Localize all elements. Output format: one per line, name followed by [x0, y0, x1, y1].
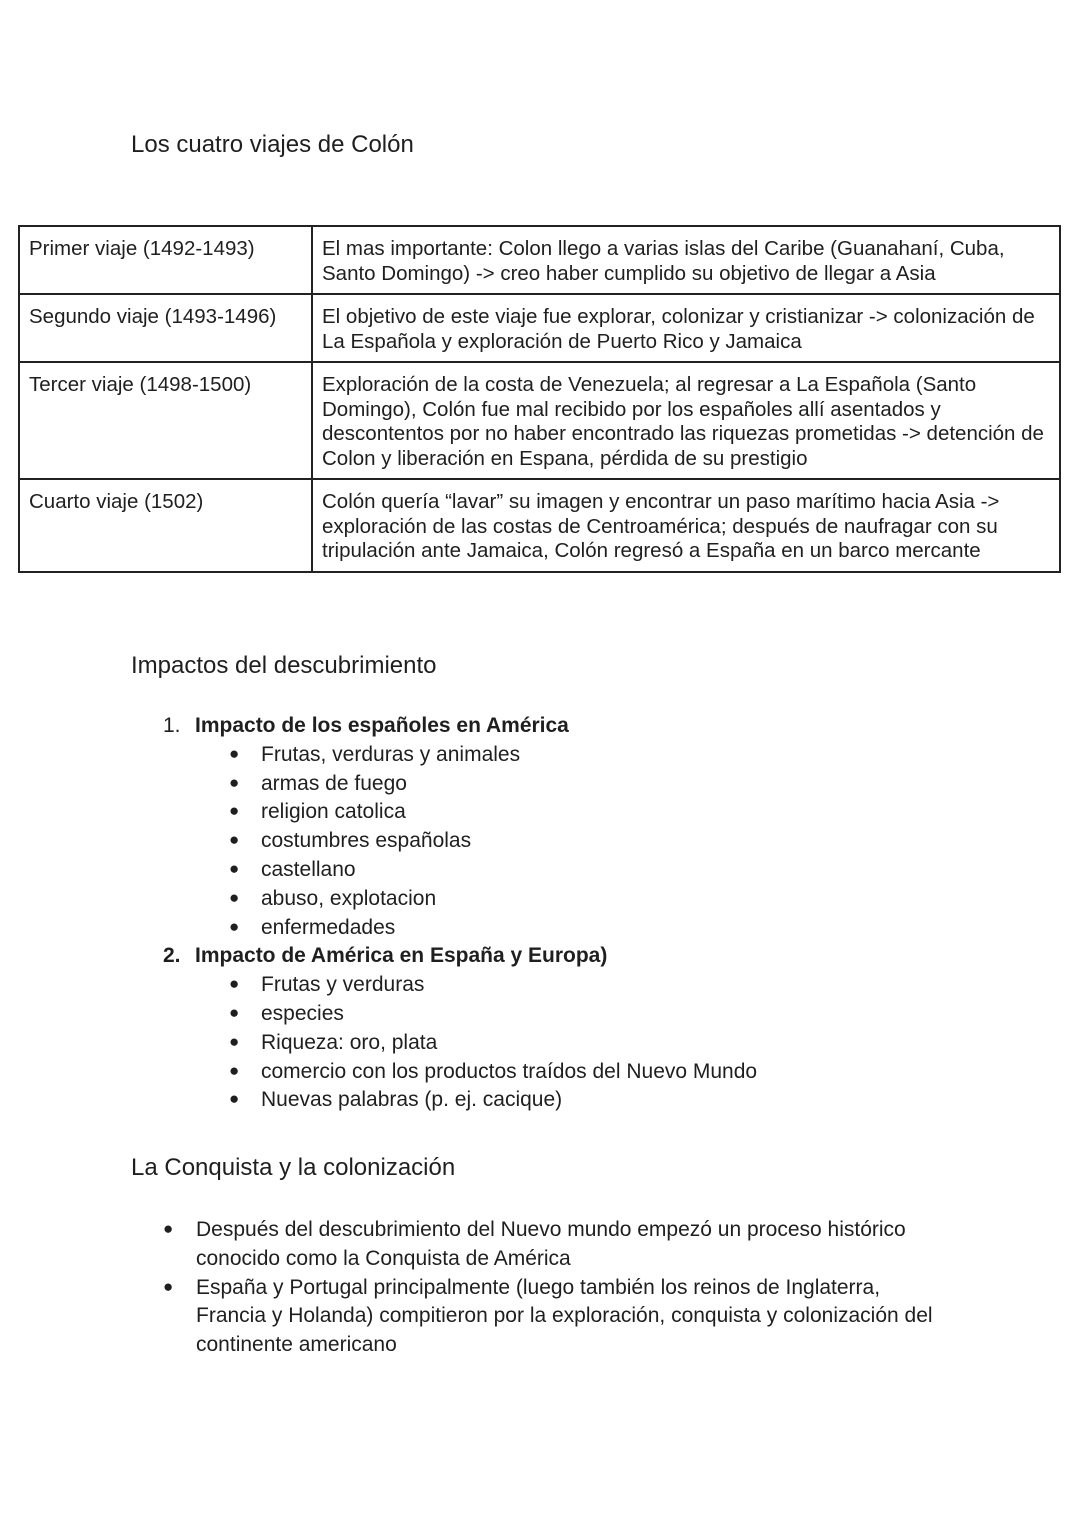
section-title-conquista: La Conquista y la colonización [131, 1154, 456, 1181]
list-item-text: Riqueza: oro, plata [261, 1030, 438, 1054]
list-item-text: costumbres españolas [261, 829, 472, 853]
list-item [229, 1029, 757, 1058]
bullet-icon [229, 1000, 261, 1029]
voyage-desc-cell: Exploración de la costa de Venezuela; al regresar a La Española (Santo Domingo), Colón fue mal recibido por los españoles allí asentados y descontentos por no haber encontrado las riquezas prometidas -> detención de Colon y liberación en Espana, pérdida de su prestigio [312, 362, 1060, 479]
list-item [163, 942, 757, 971]
list-item [229, 798, 757, 827]
list-item-title: Impacto de América en España y Europa) [195, 944, 608, 968]
list-item [229, 1058, 757, 1087]
voyage-desc-cell: El mas importante: Colon llego a varias islas del Caribe (Guanahaní, Cuba, Santo Domingo) -> creo haber cumplido su objetivo de llegar a Asia [312, 226, 1060, 294]
bullet-icon [229, 971, 261, 1000]
voyage-desc-cell: Colón quería “lavar” su imagen y encontrar un paso marítimo hacia Asia -> exploración de las costas de Centroamérica; después de naufragar con su tripulación ante Jamaica, Colón regresó a España en un barco mercante [312, 479, 1060, 572]
list-item-text: enfermedades [261, 915, 396, 939]
list-item-text: Frutas, verduras y animales [261, 742, 521, 766]
bullet-icon [229, 798, 261, 827]
voyage-name-cell: Tercer viaje (1498-1500) [19, 362, 312, 479]
bullet-icon [163, 1216, 196, 1274]
list-item-text: Frutas y verduras [261, 973, 425, 997]
list-item-text: castellano [261, 857, 356, 881]
list-item-text: España y Portugal principalmente (luego también los reinos de Inglaterra, Francia y Holanda) compitieron por la exploración, conquista y colonización del continente americano [196, 1275, 933, 1357]
bullet-icon [229, 1058, 261, 1087]
bullet-icon [229, 741, 261, 770]
list-number: 2. [163, 944, 181, 968]
bullet-icon [229, 1029, 261, 1058]
conquest-list [163, 1216, 953, 1360]
list-item-text: Nuevas palabras (p. ej. cacique) [261, 1088, 563, 1112]
table-row [19, 226, 1060, 294]
section-title-viajes: Los cuatro viajes de Colón [131, 131, 414, 158]
list-item-text: armas de fuego [261, 771, 407, 795]
list-item [229, 1086, 757, 1115]
sub-list [163, 971, 757, 1115]
list-item [229, 856, 757, 885]
voyage-name-cell: Cuarto viaje (1502) [19, 479, 312, 572]
list-item [229, 827, 757, 856]
bullet-icon [229, 914, 261, 943]
table-row [19, 294, 1060, 362]
list-item [229, 770, 757, 799]
voyage-name-cell: Segundo viaje (1493-1496) [19, 294, 312, 362]
impacts-list [163, 712, 757, 1115]
list-item [163, 1216, 953, 1274]
voyage-desc-cell: El objetivo de este viaje fue explorar, colonizar y cristianizar -> colonización de La Española y exploración de Puerto Rico y Jamaica [312, 294, 1060, 362]
list-item [229, 741, 757, 770]
section-title-impactos: Impactos del descubrimiento [131, 652, 437, 679]
list-item-text: especies [261, 1001, 344, 1025]
table-row [19, 362, 1060, 479]
list-item [229, 885, 757, 914]
list-item [229, 914, 757, 943]
bullet-icon [163, 1274, 196, 1360]
voyage-name-cell: Primer viaje (1492-1493) [19, 226, 312, 294]
list-item-title: Impacto de los españoles en América [195, 714, 569, 737]
bullet-icon [229, 1086, 261, 1115]
bullet-icon [229, 770, 261, 799]
list-item-text: Después del descubrimiento del Nuevo mundo empezó un proceso histórico conocido como la Conquista de América [196, 1218, 906, 1270]
list-item [229, 1000, 757, 1029]
list-item-text: religion catolica [261, 800, 406, 824]
bullet-icon [229, 856, 261, 885]
list-item [229, 971, 757, 1000]
bullet-icon [229, 827, 261, 856]
list-item-text: abuso, explotacion [261, 886, 437, 910]
voyages-table [18, 225, 1061, 573]
bullet-icon [229, 885, 261, 914]
sub-list [163, 741, 757, 943]
list-number: 1. [163, 714, 181, 737]
list-item [163, 1274, 953, 1360]
list-item-text: comercio con los productos traídos del Nuevo Mundo [261, 1059, 758, 1083]
list-item [163, 712, 757, 741]
table-row [19, 479, 1060, 572]
